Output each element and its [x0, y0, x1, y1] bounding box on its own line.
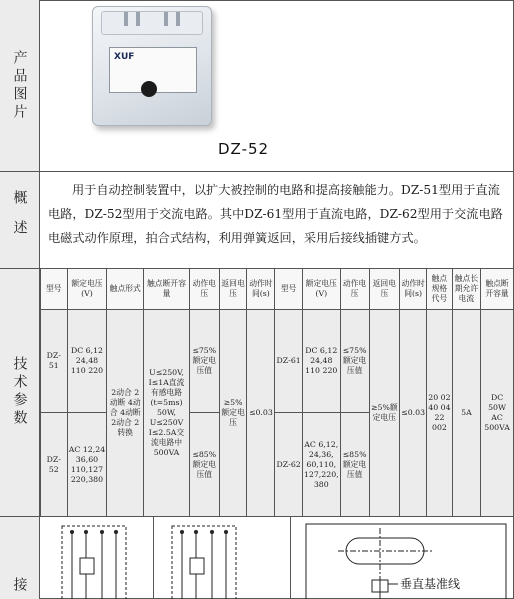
- cell-model-dz61: DZ-61: [275, 310, 303, 413]
- cell-contact-code: 20 02 40 04 22 002: [427, 310, 453, 517]
- cell-long-current: 5A: [452, 310, 480, 517]
- relay-pin: [164, 12, 168, 26]
- relay-pin: [176, 12, 180, 26]
- overview-text: 用于自动控制装置中，以扩大被控制的电路和提高接触能力。DZ-51型用于直流电路，DZ-52型用于交流电路。其中DZ-61型用于直流电路，DZ-62型用于交流电路电磁式动作原理，拍合式结构，利用弹簧返回，采用后接线插键方式。: [48, 183, 503, 245]
- header-operate-time: 动作时间(s): [247, 269, 275, 310]
- section-label-product: [0, 0, 40, 171]
- section-label-overview: [0, 171, 40, 268]
- product-model: DZ-52: [218, 140, 270, 158]
- brand-logo: XUF: [114, 52, 135, 62]
- vertical-reference-label: 垂直基准线: [400, 577, 461, 591]
- relay-pin: [124, 12, 128, 26]
- cell-model-dz51: DZ-51: [41, 310, 68, 413]
- header-operate-voltage-2: 动作电压: [340, 269, 369, 310]
- header-contact-form: 触点形式: [107, 269, 144, 310]
- cell-model-dz52: DZ-52: [41, 413, 68, 517]
- cell-voltage-dz62: AC 6,12, 24,36, 60,110, 127,220, 380: [302, 413, 340, 517]
- cell-return-voltage-2: ≥5%额定电压: [369, 310, 400, 517]
- relay-knob: [141, 81, 157, 97]
- section-label-specs-text: 技术参数: [11, 356, 28, 428]
- header-operate-voltage: 动作电压: [189, 269, 219, 310]
- spec-table: [40, 268, 514, 517]
- cell-breaking-capacity: U≤250V, I≤1A直流有感电路(t=5ms) 50W, U≤250V I≤2.5A交流电路中500VA: [144, 310, 190, 517]
- header-contact-code: 触点规格代号: [427, 269, 453, 310]
- cell-model-dz62: DZ-62: [275, 413, 303, 517]
- cell-breaking-capacity-2: DC 50W AC 500VA: [481, 310, 514, 517]
- header-breaking-capacity: 触点断开容量: [144, 269, 190, 310]
- header-breaking-capacity-2: 触点断开容量: [481, 269, 514, 310]
- cell-operate-time: ≤0.03: [247, 310, 275, 517]
- section-label-overview-text: 概述: [11, 189, 28, 250]
- cell-voltage-dz51: DC 6,12 24,48 110 220: [67, 310, 107, 413]
- spec-header-row: [41, 269, 514, 310]
- header-model: 型号: [41, 269, 68, 310]
- cell-operate-time-2: ≤0.03: [400, 310, 427, 517]
- cell-voltage-dz52: AC 12,24 36,60 110,127 220,380: [67, 413, 107, 517]
- cell-operate-dz51: ≤75%额定电压值: [189, 310, 219, 413]
- wiring-divider-1: [153, 516, 154, 599]
- section-label-wiring-text: 接: [11, 577, 28, 595]
- wiring-diagram-1: [56, 522, 136, 599]
- wiring-diagram-2: [166, 522, 246, 599]
- cell-return-voltage: ≥5%额定电压: [219, 310, 247, 517]
- header-long-current: 触点长期允许电流: [452, 269, 480, 310]
- cell-operate-dz52: ≤85%额定电压值: [189, 413, 219, 517]
- section-label-wiring: [0, 516, 40, 599]
- cell-operate-dz62: ≤85%额定电压值: [340, 413, 369, 517]
- product-photo: [92, 6, 212, 126]
- relay-cover-top: [101, 11, 203, 35]
- header-return-voltage-2: 返回电压: [369, 269, 400, 310]
- header-rated-voltage: 额定电压(V): [67, 269, 107, 310]
- cell-voltage-dz61: DC 6,12 24,48 110 220: [302, 310, 340, 413]
- divider: [0, 171, 514, 172]
- header-return-voltage: 返回电压: [219, 269, 247, 310]
- header-operate-time-2: 动作时间(s): [400, 269, 427, 310]
- section-label-specs: [0, 268, 40, 516]
- section-label-product-text: 产品图片: [11, 49, 28, 122]
- table-row: [41, 310, 514, 413]
- wiring-divider-2: [290, 516, 291, 599]
- cell-contact-form: 2动合 2动断 4动合 4动断 2动合 2转换: [107, 310, 144, 517]
- relay-pin: [136, 12, 140, 26]
- cell-operate-dz61: ≤75%额定电压值: [340, 310, 369, 413]
- header-rated-voltage-2: 额定电压(V): [302, 269, 340, 310]
- header-model-2: 型号: [275, 269, 303, 310]
